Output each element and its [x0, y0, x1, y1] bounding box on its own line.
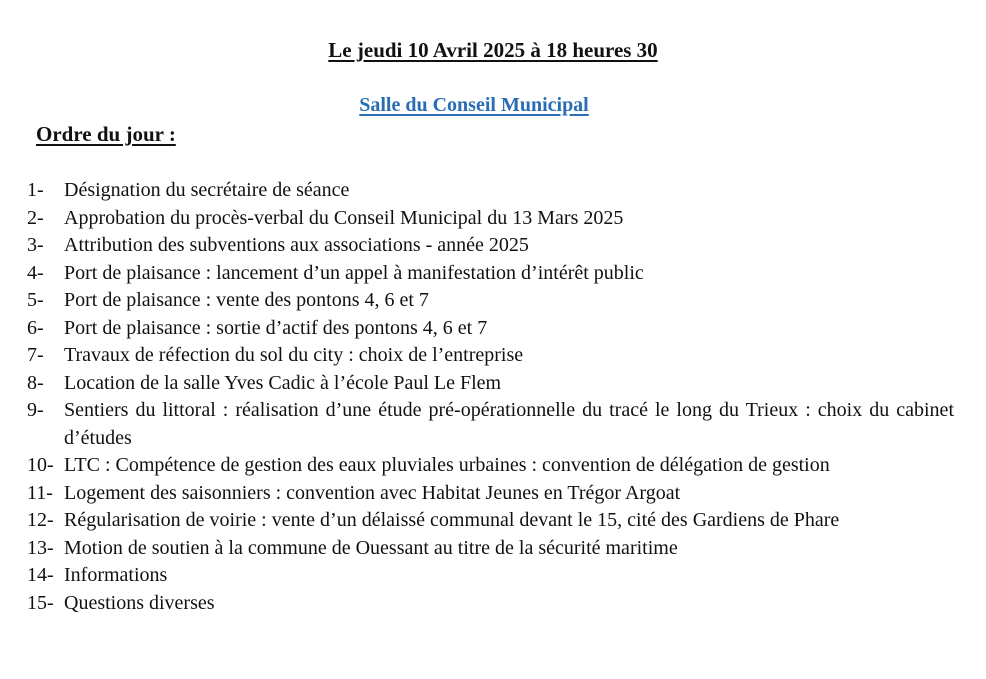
agenda-item-text: Désignation du secrétaire de séance: [64, 179, 350, 201]
agenda-item-text: Travaux de réfection du sol du city : choix de l’entreprise: [64, 344, 524, 366]
agenda-item: [27, 535, 954, 563]
agenda-item-number: 8-: [27, 371, 44, 394]
agenda-item-number: 5-: [27, 289, 44, 311]
agenda-item-text: Informations: [64, 564, 168, 586]
agenda-item: [27, 562, 954, 590]
agenda-item-number: 10-: [27, 454, 54, 476]
agenda-item-number: 14-: [27, 564, 54, 586]
agenda-item: [27, 287, 954, 315]
agenda-item-text: Logement des saisonniers : convention avec Habitat Jeunes en Trégor Argoat: [64, 481, 681, 504]
agenda-item-text: Port de plaisance : lancement d’un appel à manifestation d’intérêt public: [64, 261, 644, 284]
agenda-item-number: 11-: [27, 481, 53, 504]
agenda-item-number: 6-: [27, 316, 44, 339]
agenda-item-text: Régularisation de voirie : vente d’un délaissé communal devant le 15, cité des Gardiens de Phare: [64, 509, 840, 531]
agenda-item-number: 2-: [27, 206, 44, 229]
agenda-item-number: 15-: [27, 591, 54, 614]
agenda-item: [27, 590, 954, 618]
agenda-item-text: LTC : Compétence de gestion des eaux pluviales urbaines : convention de délégation de gestion: [64, 454, 830, 476]
agenda-item: [27, 480, 954, 508]
agenda-item-text: Location de la salle Yves Cadic à l’école Paul Le Flem: [64, 371, 502, 394]
agenda-item-text: Attribution des subventions aux associations - année 2025: [64, 234, 529, 256]
agenda-item-number: 1-: [27, 179, 44, 201]
agenda-item-number: 7-: [27, 344, 44, 366]
agenda-item: [27, 397, 954, 452]
agenda-item-number: 12-: [27, 509, 54, 531]
agenda-item: [27, 260, 954, 288]
agenda-item-number: 13-: [27, 536, 54, 559]
agenda-item: [27, 205, 954, 233]
agenda-item-text: Questions diverses: [64, 591, 215, 614]
agenda-item-text: Port de plaisance : sortie d’actif des pontons 4, 6 et 7: [64, 316, 488, 339]
agenda-item-text: Port de plaisance : vente des pontons 4, 6 et 7: [64, 289, 429, 311]
meeting-date: Le jeudi 10 Avril 2025 à 18 heures 30: [328, 38, 658, 62]
agenda-item: [27, 177, 954, 205]
agenda-item: [27, 342, 954, 370]
meeting-location: Salle du Conseil Municipal: [359, 94, 589, 116]
agenda-item: [27, 507, 954, 535]
agenda-list: [27, 177, 954, 617]
agenda-item: [27, 315, 954, 343]
agenda-item: [27, 232, 954, 260]
agenda-item-number: 3-: [27, 234, 44, 256]
agenda-item: [27, 370, 954, 398]
agenda-heading: Ordre du jour :: [36, 122, 176, 146]
agenda-item-number: 9-: [27, 399, 44, 421]
agenda-item-text: Motion de soutien à la commune de Ouessant au titre de la sécurité maritime: [64, 536, 678, 559]
agenda-item-number: 4-: [27, 261, 44, 284]
agenda-item: [27, 452, 954, 480]
agenda-item-text: Approbation du procès-verbal du Conseil Municipal du 13 Mars 2025: [64, 206, 624, 229]
agenda-item-text: Sentiers du littoral : réalisation d’une étude pré-opérationnelle du tracé le long du Trieux : choix du cabinet d’études: [64, 399, 954, 449]
